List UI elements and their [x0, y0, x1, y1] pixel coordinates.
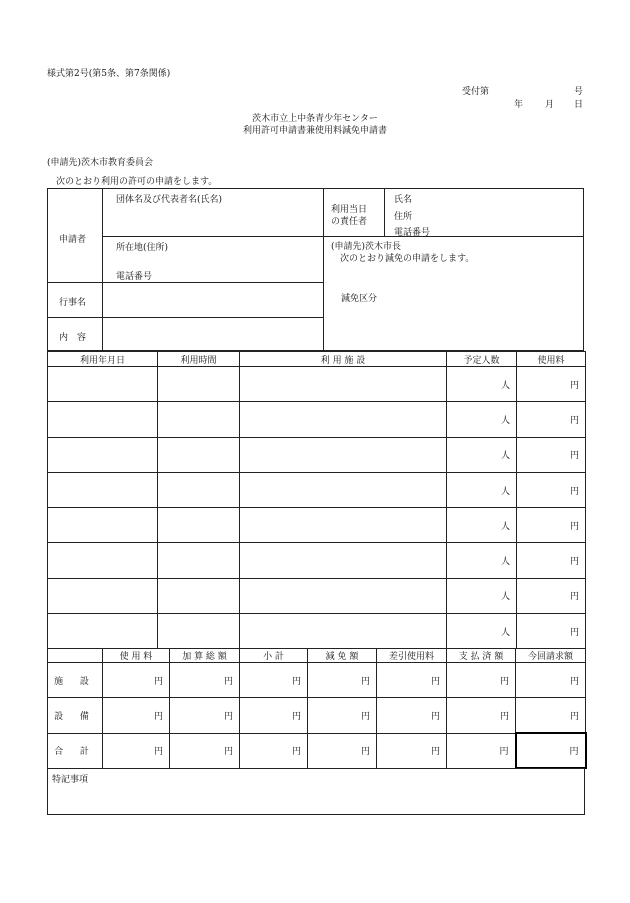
fee-net-cell[interactable]: [377, 733, 447, 768]
fee-claim-cell[interactable]: [516, 698, 586, 733]
yen-unit: 円: [360, 711, 370, 722]
fee-row: [48, 733, 586, 768]
usage-row: [48, 543, 586, 578]
yen-unit: 円: [223, 747, 233, 758]
person-unit: 人: [500, 592, 510, 603]
fee-usage-cell[interactable]: [103, 663, 170, 698]
usage-table: [47, 351, 586, 649]
yen-unit: 円: [569, 747, 579, 758]
fee-usage-cell[interactable]: [103, 698, 170, 733]
usage-fee-cell[interactable]: [517, 508, 586, 543]
usage-row: [48, 367, 586, 402]
usage-fee-cell[interactable]: [517, 402, 586, 437]
usage-fee-cell[interactable]: [517, 578, 586, 613]
usage-facility-cell[interactable]: [240, 614, 447, 649]
person-unit: 人: [500, 451, 510, 462]
content-label: 内 容: [59, 333, 87, 343]
yen-unit: 円: [499, 676, 509, 687]
usage-time-cell[interactable]: [158, 402, 240, 437]
fee-row-label: 合 計: [48, 733, 103, 768]
usage-time-cell[interactable]: [158, 614, 240, 649]
yen-unit: 円: [569, 557, 579, 568]
yen-unit: 円: [569, 486, 579, 497]
person-unit: 人: [500, 415, 510, 426]
responsible-label-1: 利用当日: [331, 205, 368, 215]
fee-net-cell[interactable]: [377, 663, 447, 698]
org-name-label: 団体名及び代表者名(氏名): [116, 195, 223, 205]
date-day: 日: [574, 100, 584, 110]
yen-unit: 円: [291, 711, 301, 722]
usage-fee-cell[interactable]: [517, 543, 586, 578]
usage-facility-cell[interactable]: [240, 578, 447, 613]
fee-paid-cell[interactable]: [447, 733, 516, 768]
fee-header-usage: 使 用 料: [103, 649, 170, 663]
request-text: 次のとおり利用の許可の申請をします。: [56, 177, 218, 187]
usage-fee-cell[interactable]: [517, 367, 586, 402]
yen-unit: 円: [360, 676, 370, 687]
person-unit: 人: [500, 380, 510, 391]
usage-row: [48, 614, 586, 649]
person-unit: 人: [500, 521, 510, 532]
resp-phone-label: 電話番号: [394, 228, 431, 238]
yen-unit: 円: [569, 627, 579, 638]
notes-box[interactable]: [47, 768, 585, 815]
usage-date-cell[interactable]: [48, 614, 158, 649]
reduction-type-label: 減免区分: [341, 294, 378, 304]
yen-unit: 円: [153, 747, 163, 758]
usage-people-cell[interactable]: [447, 614, 517, 649]
usage-people-cell[interactable]: [447, 437, 517, 472]
fee-row: [48, 698, 586, 733]
fee-reduction-cell[interactable]: [308, 733, 377, 768]
yen-unit: 円: [430, 676, 440, 687]
fee-row-label: 設 備: [48, 698, 103, 733]
usage-date-cell[interactable]: [48, 402, 158, 437]
yen-unit: 円: [569, 711, 579, 722]
fee-paid-cell[interactable]: [447, 698, 516, 733]
fee-header-claim: 今回請求額: [516, 649, 586, 663]
usage-facility-cell[interactable]: [240, 543, 447, 578]
phone-label: 電話番号: [116, 272, 153, 282]
fee-addition-cell[interactable]: [170, 663, 240, 698]
date-year: 年: [514, 100, 524, 110]
person-unit: 人: [500, 627, 510, 638]
usage-people-cell[interactable]: [447, 402, 517, 437]
usage-fee-cell[interactable]: [517, 472, 586, 507]
fee-reduction-cell[interactable]: [308, 663, 377, 698]
fee-row: [48, 663, 586, 698]
yen-unit: 円: [291, 747, 301, 758]
resp-name-label: 氏名: [394, 195, 413, 205]
usage-row: [48, 578, 586, 613]
usage-time-cell[interactable]: [158, 437, 240, 472]
usage-time-cell[interactable]: [158, 367, 240, 402]
yen-unit: 円: [223, 711, 233, 722]
resp-address-label: 住所: [394, 212, 413, 222]
fee-header-addition: 加 算 総 額: [170, 649, 240, 663]
usage-header-facility: 利 用 施 設: [240, 352, 447, 367]
usage-header-row: [48, 352, 586, 367]
usage-facility-cell[interactable]: [240, 437, 447, 472]
usage-facility-cell[interactable]: [240, 402, 447, 437]
page-title-line1: 茨木市立上中条青少年センター: [252, 114, 378, 124]
usage-time-cell[interactable]: [158, 472, 240, 507]
usage-header-time: 利用時間: [158, 352, 240, 367]
responsible-label-2: の責任者: [331, 217, 368, 227]
yen-unit: 円: [569, 451, 579, 462]
yen-unit: 円: [360, 747, 370, 758]
yen-unit: 円: [223, 676, 233, 687]
fee-row-label: 施 設: [48, 663, 103, 698]
addressee: (申請先)茨木市教育委員会: [47, 158, 154, 168]
fee-header-reduction: 減 免 額: [308, 649, 377, 663]
yen-unit: 円: [291, 676, 301, 687]
usage-fee-cell[interactable]: [517, 614, 586, 649]
mayor-addressee: (申請先)茨木市長: [331, 242, 402, 252]
yen-unit: 円: [569, 521, 579, 532]
date-month: 月: [545, 100, 555, 110]
fee-reduction-cell[interactable]: [308, 698, 377, 733]
person-unit: 人: [500, 557, 510, 568]
yen-unit: 円: [430, 747, 440, 758]
fee-subtotal-cell[interactable]: [240, 663, 308, 698]
reduction-request-text: 次のとおり減免の申請をします。: [340, 254, 475, 264]
fee-addition-cell[interactable]: [170, 733, 240, 768]
fee-usage-cell[interactable]: [103, 733, 170, 768]
receipt-suffix: 号: [574, 87, 584, 97]
usage-facility-cell[interactable]: [240, 508, 447, 543]
fee-header-paid: 支 払 済 額: [447, 649, 516, 663]
usage-time-cell[interactable]: [158, 578, 240, 613]
fee-header-blank: [48, 649, 103, 663]
fee-subtotal-cell[interactable]: [240, 698, 308, 733]
usage-date-cell[interactable]: [48, 543, 158, 578]
yen-unit: 円: [569, 380, 579, 391]
usage-facility-cell[interactable]: [240, 472, 447, 507]
yen-unit: 円: [569, 676, 579, 687]
usage-row: [48, 472, 586, 507]
usage-people-cell[interactable]: [447, 367, 517, 402]
receipt-label: 受付第: [462, 87, 490, 97]
usage-fee-cell[interactable]: [517, 437, 586, 472]
usage-people-cell[interactable]: [447, 543, 517, 578]
fee-claim-cell[interactable]: [516, 733, 586, 768]
fee-claim-cell[interactable]: [516, 663, 586, 698]
usage-time-cell[interactable]: [158, 543, 240, 578]
usage-facility-cell[interactable]: [240, 367, 447, 402]
page-title-line2: 利用許可申請書兼使用料減免申請書: [242, 126, 387, 136]
usage-time-cell[interactable]: [158, 508, 240, 543]
usage-row: [48, 437, 586, 472]
fee-header-subtotal: 小 計: [240, 649, 308, 663]
usage-date-cell[interactable]: [48, 508, 158, 543]
yen-unit: 円: [499, 711, 509, 722]
fee-addition-cell[interactable]: [170, 698, 240, 733]
applicant-label: 申請者: [59, 235, 87, 245]
fee-subtotal-cell[interactable]: [240, 733, 308, 768]
usage-header-people: 予定人数: [447, 352, 517, 367]
usage-date-cell[interactable]: [48, 578, 158, 613]
address-label: 所在地(住所): [116, 243, 169, 253]
usage-row: [48, 402, 586, 437]
usage-header-date: 利用年月日: [48, 352, 158, 367]
usage-people-cell[interactable]: [447, 578, 517, 613]
fee-header-net: 差引使用料: [377, 649, 447, 663]
notes-label: 特記事項: [52, 775, 89, 785]
fee-net-cell[interactable]: [377, 698, 447, 733]
yen-unit: 円: [499, 747, 509, 758]
yen-unit: 円: [153, 711, 163, 722]
usage-date-cell[interactable]: [48, 437, 158, 472]
usage-date-cell[interactable]: [48, 472, 158, 507]
usage-date-cell[interactable]: [48, 367, 158, 402]
event-name-label: 行事名: [59, 298, 87, 308]
form-number: 様式第2号(第5条、第7条関係): [47, 69, 171, 79]
usage-row: [48, 508, 586, 543]
yen-unit: 円: [430, 711, 440, 722]
person-unit: 人: [500, 486, 510, 497]
usage-people-cell[interactable]: [447, 508, 517, 543]
fee-paid-cell[interactable]: [447, 663, 516, 698]
fee-table: [47, 648, 587, 769]
yen-unit: 円: [153, 676, 163, 687]
yen-unit: 円: [569, 415, 579, 426]
usage-header-fee: 使用料: [517, 352, 586, 367]
usage-people-cell[interactable]: [447, 472, 517, 507]
yen-unit: 円: [569, 592, 579, 603]
fee-header-row: [48, 649, 586, 663]
